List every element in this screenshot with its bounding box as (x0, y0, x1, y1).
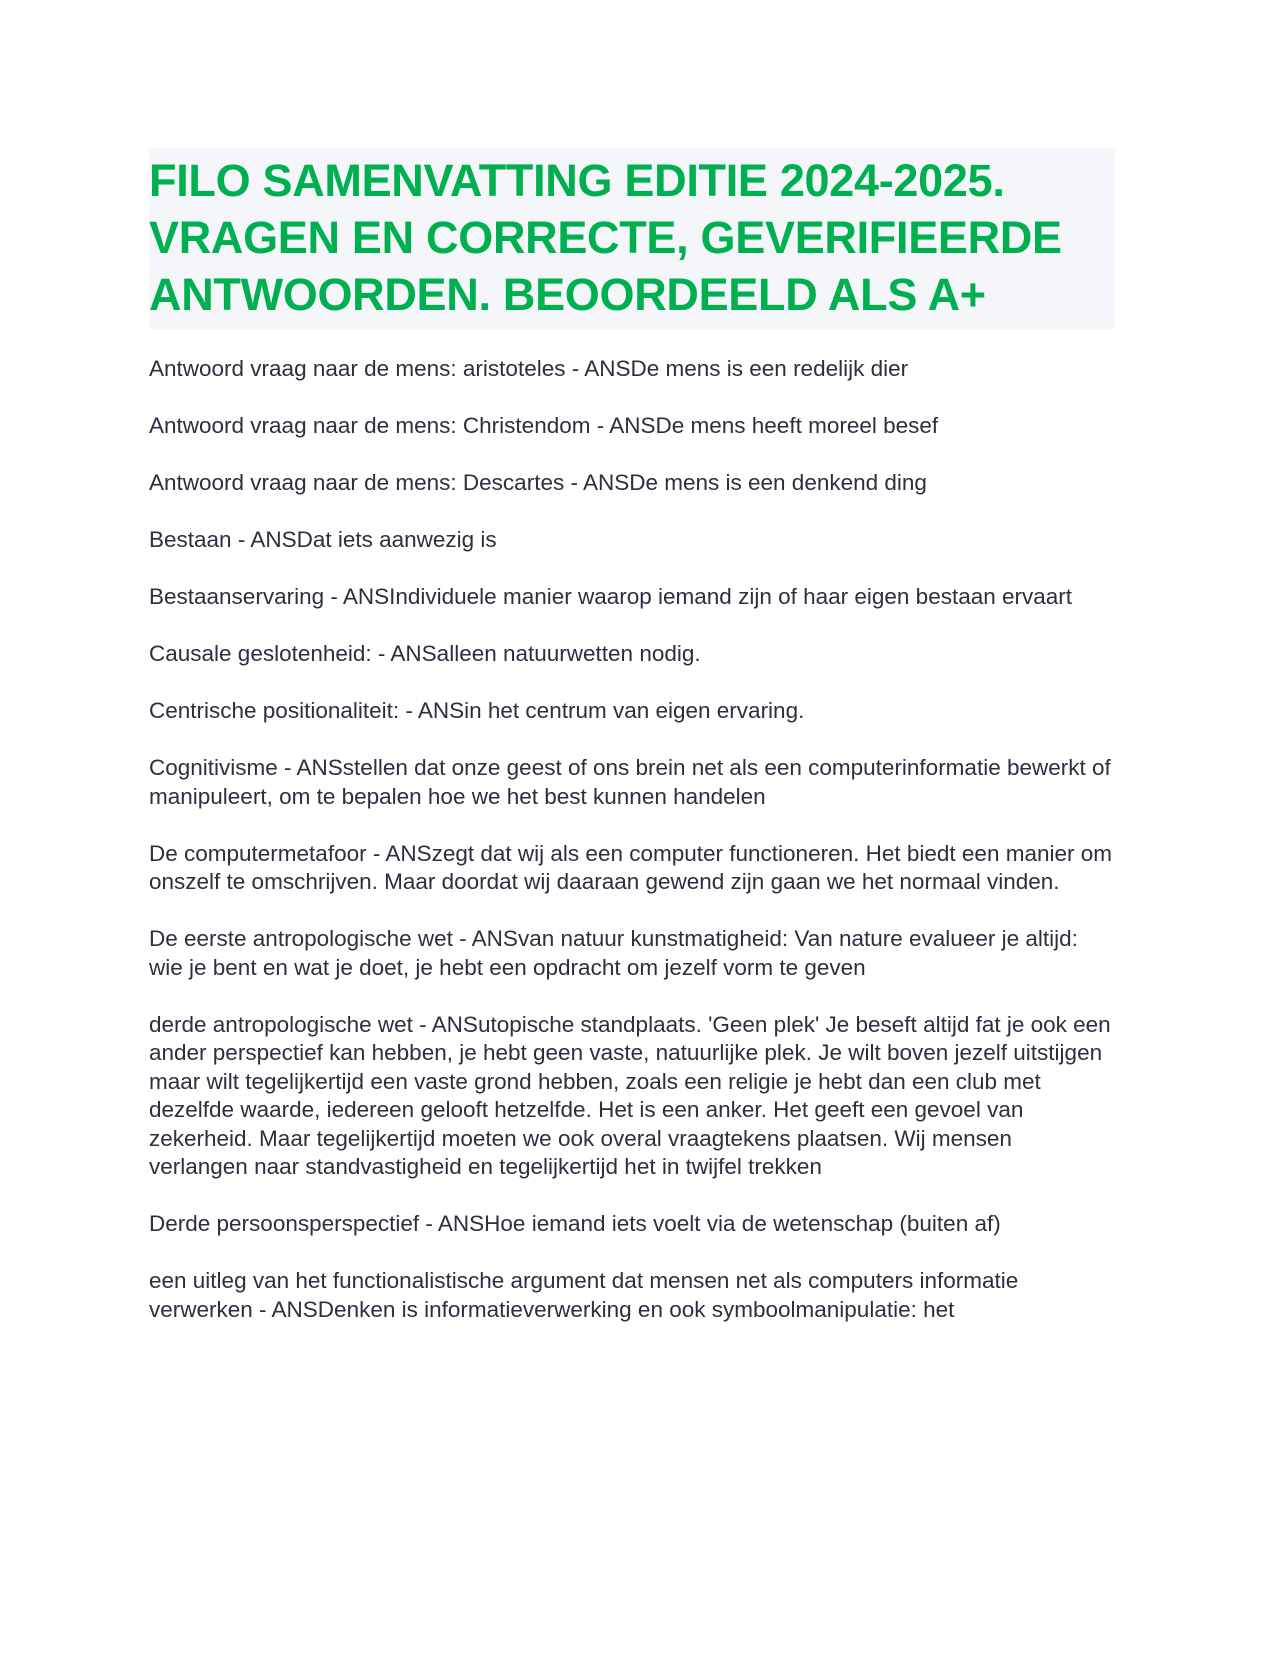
list-item: een uitleg van het functionalistische argument dat mensen net als computers informatie verwerken - ANSDenken is informatieverwerking en ook symboolmanipulatie: het (149, 1268, 1019, 1322)
list-item: Antwoord vraag naar de mens: aristoteles - ANSDe mens is een redelijk dier (149, 356, 909, 381)
list-item: Cognitivisme - ANSstellen dat onze geest of ons brein net als een computerinformatie bewerkt of manipuleert, om te bepalen hoe we het best kunnen handelen (149, 755, 1111, 809)
list-item: Antwoord vraag naar de mens: Christendom - ANSDe mens heeft moreel besef (149, 413, 939, 438)
document-title: FILO SAMENVATTING EDITIE 2024-2025. VRAGEN EN CORRECTE, GEVERIFIEERDE ANTWOORDEN. BEOORDEELD ALS A+ (149, 155, 1062, 320)
list-item: De computermetafoor - ANSzegt dat wij als een computer functioneren. Het biedt een manier om onszelf te omschrijven. Maar doordat wij daaraan gewend zijn gaan we het normaal vinden. (149, 840, 1112, 894)
list-item: Derde persoonsperspectief - ANSHoe iemand iets voelt via de wetenschap (buiten af) (149, 1211, 1001, 1236)
document-page (149, 148, 1115, 1353)
list-item: Antwoord vraag naar de mens: Descartes - ANSDe mens is een denkend ding (149, 470, 927, 495)
title-block (149, 148, 1115, 329)
list-item: De eerste antropologische wet - ANSvan natuur kunstmatigheid: Van nature evalueer je altijd: wie je bent en wat je doet, je hebt een opdracht om jezelf vorm te geven (149, 926, 1078, 980)
list-item: Bestaanservaring - ANSIndividuele manier waarop iemand zijn of haar eigen bestaan ervaart (149, 584, 1073, 609)
list-item: derde antropologische wet - ANSutopische standplaats. 'Geen plek' Je beseft altijd fat je ook een ander perspectief kan hebben, je hebt geen vaste, natuurlijke plek. Je wilt boven jezelf uitstijgen maar wilt tegelijkertijd een vaste grond hebben, zoals een religie je hebt dan een club met dezelfde waarde, iedereen gelooft hetzelfde. Het is een anker. Het geeft een gevoel van zekerheid. Maar tegelijkertijd moeten we ook overal vraagtekens plaatsen. Wij mensen verlangen naar standvastigheid en tegelijkertijd het in twijfel trekken (149, 1011, 1111, 1179)
entry-list (149, 355, 1115, 1324)
list-item: Centrische positionaliteit: - ANSin het centrum van eigen ervaring. (149, 698, 805, 723)
list-item: Bestaan - ANSDat iets aanwezig is (149, 527, 497, 552)
list-item: Causale geslotenheid: - ANSalleen natuurwetten nodig. (149, 641, 701, 666)
